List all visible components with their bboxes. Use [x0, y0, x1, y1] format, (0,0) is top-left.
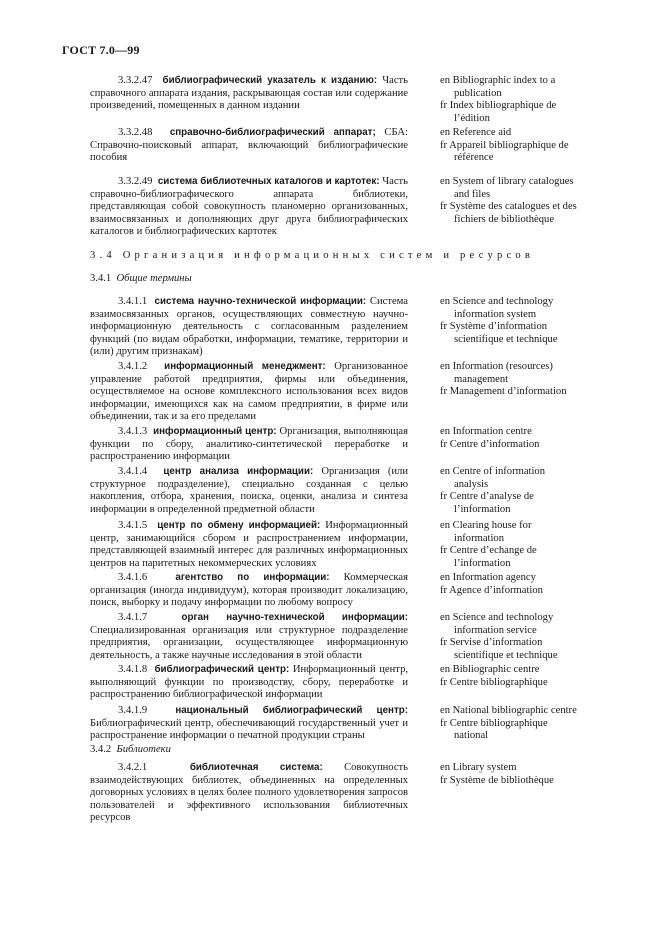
term-name: система библиотечных каталогов и картотек: [157, 176, 380, 187]
term-number: 3.4.1.1 [118, 296, 148, 307]
equivalent-line: national [454, 730, 489, 742]
term-equivalents [440, 705, 650, 743]
term-definition [90, 572, 408, 610]
term-name: национальный библиографический центр: [175, 705, 408, 716]
term-name: библиографический указатель к изданию: [162, 75, 378, 86]
equivalent-line: en Clearing house for [440, 520, 532, 531]
term-definition-text: Организация (или структурное подразделение), специально созданная с целью накопления, отбора, хранения, поиска, оценки, анализа и синтеза информации в определенной предметной области [90, 466, 409, 515]
term-definition-text: Библиографический центр, обеспечивающий государственный учет и распространение информации о печатной продукции страны [90, 717, 408, 742]
term-number: 3.3.2.49 [118, 176, 153, 187]
equivalent-line: fr Centre bibliographique [440, 717, 548, 729]
term-name: информационный центр: [153, 426, 277, 437]
equivalent-line: fr Système d’information [440, 321, 548, 333]
term-equivalents [440, 612, 650, 662]
term-number: 3.4.1.7 [118, 612, 148, 623]
term-name: информационный менеджмент: [164, 361, 326, 372]
term-equivalents [440, 176, 650, 226]
term-definition-text: Организация, выполняющая функции по сбору, аналитико-синтетической переработке и распространению информации [90, 426, 408, 463]
equivalent-line: fr Appareil bibliographique de [440, 139, 569, 151]
term-definition [90, 520, 408, 570]
term-definition [90, 426, 408, 464]
term-definition [90, 466, 408, 516]
term-number: 3.4.1.6 [118, 572, 148, 583]
equivalent-line: l’information [454, 503, 511, 515]
term-definition-text: Информационный центр, занимающийся сбором и распространением информации, представляющей взаимный интерес для различных информационных центров на паритетных некоммерческих условиях [90, 520, 408, 569]
equivalent-line: information service [454, 624, 537, 636]
equivalent-line: information system [454, 308, 537, 320]
term-equivalents [440, 426, 650, 451]
equivalent-line: en Bibliographic index to a [440, 75, 556, 86]
equivalent-line: en Centre of information [440, 466, 546, 477]
equivalent-line: en National bibliographic centre [440, 705, 577, 716]
term-equivalents [440, 466, 650, 516]
term-definition-text: Специализированная организация или структурное подразделение предприятия, организации, осуществляющее информационную деятельность, а также научные исследования в этой области [90, 624, 408, 661]
equivalent-line: en Library system [440, 762, 517, 773]
term-definition [90, 296, 408, 359]
term-definition-text: Организованное управление работой предприятия, фирмы или объединения, осуществляемое на основе комплексного использования всех видов информации, имеющихся как на самом предприятии, в фирме или объединении, так и за его пределами [90, 361, 408, 423]
term-definition-text: СБА: Справочно-поисковый аппарат, включающий библиографические пособия [90, 127, 408, 164]
equivalent-line: fr Agence d’information [440, 584, 543, 596]
equivalent-line: l’information [454, 557, 511, 569]
equivalent-line: management [454, 373, 509, 385]
equivalent-line: en Information centre [440, 426, 532, 437]
term-name: орган научно-технической информации: [181, 612, 409, 623]
equivalent-line: and files [454, 188, 491, 200]
term-number: 3.4.2.1 [118, 762, 148, 773]
equivalent-line: fr Centre bibliographique [440, 676, 548, 688]
equivalent-line: fr Système des catalogues et des [440, 201, 577, 213]
term-number: 3.4.1.9 [118, 705, 148, 716]
equivalent-line: en System of library catalogues [440, 176, 574, 187]
term-equivalents [440, 296, 650, 346]
term-definition [90, 127, 408, 165]
term-name: центр по обмену информацией: [157, 520, 321, 531]
equivalent-line: fr Management d’information [440, 386, 567, 398]
subsection-number: 3.4.1 [90, 273, 112, 284]
term-number: 3.3.2.48 [118, 127, 153, 138]
subsection-heading-3-4-1 [90, 273, 192, 286]
equivalent-line: en Science and technology [440, 612, 554, 623]
subsection-title: Библиотеки [116, 744, 171, 755]
term-name: библиотечная система: [189, 762, 323, 773]
term-definition-text: Часть справочно-библиографического аппарата библиотеки, представляющая собой совокупность планомерно организованных, взаимосвязанных и дополняющих друг друга библиографических каталогов и библиографических картотек [90, 176, 409, 238]
equivalent-line: fr Centre d’analyse de [440, 491, 534, 503]
term-definition-text: Система взаимосвязанных органов, осуществляющих совместную научно-информационную деятельность с согласованным разделением функций (по видам обработки, информации, тематике, территории и (или) другим признакам) [90, 296, 408, 358]
term-definition-text: Совокупность взаимодействующих библиотек, объединенных на определенных договорных условиях в целях более полного удовлетворения запросов пользователей и эффективного использования библиотечных ресурсов [90, 762, 409, 824]
term-equivalents [440, 664, 650, 689]
term-definition [90, 705, 408, 743]
equivalent-line: scientifique et technique [454, 649, 558, 661]
equivalent-line: en Bibliographic centre [440, 664, 540, 675]
term-name: центр анализа информации: [163, 466, 314, 477]
term-definition-text: Часть справочного аппарата издания, раскрывающая состав или содержание произведений, помещенных в данном издании [90, 75, 408, 112]
equivalent-line: scientifique et technique [454, 333, 558, 345]
term-definition-text: Коммерческая организация (иногда индивидуум), которая производит локализацию, поиск, выборку и подачу информации по любому вопросу [90, 572, 408, 609]
term-number: 3.3.2.47 [118, 75, 153, 86]
term-name: агентство по информации: [175, 572, 330, 583]
term-number: 3.4.1.5 [118, 520, 148, 531]
term-name: библиографический центр: [154, 664, 290, 675]
equivalent-line: fr Système de bibliothèque [440, 774, 554, 786]
term-equivalents [440, 127, 650, 165]
term-equivalents [440, 762, 650, 787]
term-definition [90, 176, 408, 239]
term-name: справочно-библиографический аппарат; [169, 127, 376, 138]
term-name: система научно-технической информации: [154, 296, 367, 307]
document-header: ГОСТ 7.0—99 [62, 43, 140, 57]
subsection-heading-3-4-2 [90, 744, 171, 757]
term-equivalents [440, 520, 650, 570]
equivalent-line: information [454, 532, 505, 544]
term-definition [90, 75, 408, 113]
term-equivalents [440, 75, 650, 125]
term-definition-text: Информационный центр, выполняющий функции по производству, сбору, переработке и распространению библиографической информации [90, 664, 409, 701]
term-definition [90, 612, 408, 662]
term-definition [90, 762, 408, 825]
equivalent-line: publication [454, 87, 502, 99]
term-definition [90, 361, 408, 424]
section-heading-3-4: 3.4 Организация информационных систем и ресурсов [90, 250, 535, 261]
equivalent-line: en Science and technology [440, 296, 554, 307]
equivalent-line: fichiers de bibliothèque [454, 213, 555, 225]
term-equivalents [440, 572, 650, 597]
term-number: 3.4.1.3 [118, 426, 148, 437]
equivalent-line: l’édition [454, 112, 490, 124]
equivalent-line: référence [454, 152, 494, 164]
equivalent-line: analysis [454, 478, 489, 490]
term-number: 3.4.1.4 [118, 466, 148, 477]
term-number: 3.4.1.8 [118, 664, 148, 675]
equivalent-line: fr Index bibliographique de [440, 100, 557, 112]
term-definition [90, 664, 408, 702]
equivalent-line: fr Centre d’echange de [440, 545, 537, 557]
equivalent-line: en Reference aid [440, 127, 512, 138]
equivalent-line: fr Centre d’information [440, 438, 540, 450]
term-number: 3.4.1.2 [118, 361, 148, 372]
term-equivalents [440, 361, 650, 399]
equivalent-line: en Information agency [440, 572, 536, 583]
subsection-title: Общие термины [116, 273, 192, 284]
subsection-number: 3.4.2 [90, 744, 112, 755]
equivalent-line: fr Servise d’information [440, 637, 543, 649]
equivalent-line: en Information (resources) [440, 361, 553, 372]
